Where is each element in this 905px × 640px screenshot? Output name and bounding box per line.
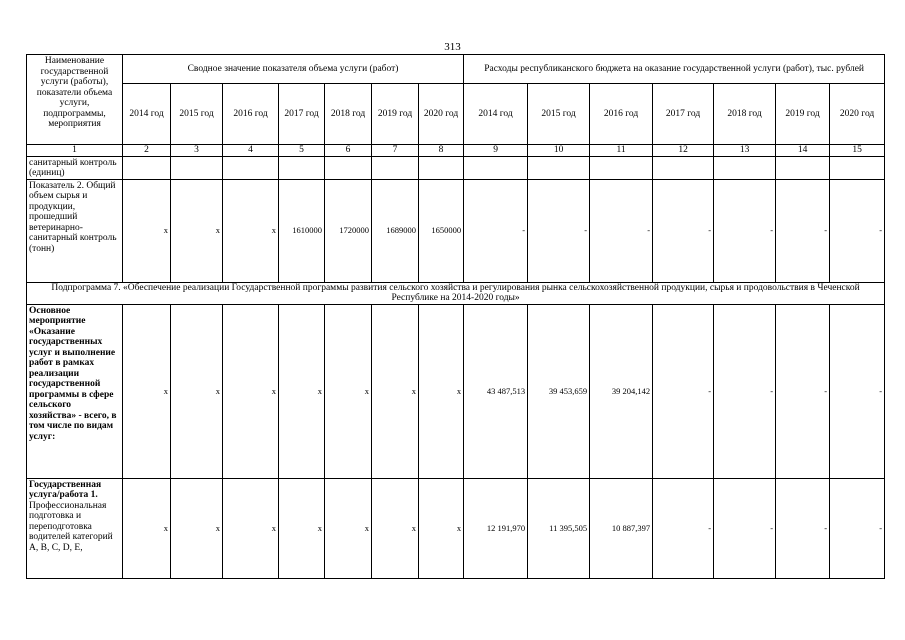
table-cell: - — [464, 179, 528, 282]
table-cell: х — [325, 478, 372, 578]
column-number: 1 — [27, 145, 123, 157]
table-cell: х — [279, 478, 325, 578]
table-cell: 11 395,505 — [528, 478, 590, 578]
table-cell: х — [223, 478, 279, 578]
table-cell — [830, 156, 885, 179]
table-cell: х — [419, 478, 464, 578]
table-cell: - — [714, 478, 776, 578]
header-budget-year: 2018 год — [714, 84, 776, 145]
table-cell — [419, 156, 464, 179]
table-cell: - — [830, 478, 885, 578]
header-volume-year: 2019 год — [372, 84, 419, 145]
table-cell: - — [776, 179, 830, 282]
row-name: санитарный контроль (единиц) — [27, 156, 123, 179]
table-cell: - — [714, 179, 776, 282]
table-cell — [279, 156, 325, 179]
row-name — [27, 478, 123, 578]
row-name: Показатель 2. Общий объем сырья и продукции, прошедший ветеринарно-санитарный контроль (тонн) — [27, 179, 123, 282]
header-volume-year: 2018 год — [325, 84, 372, 145]
row-name-bold: Государственная услуга/работа 1. — [29, 479, 102, 500]
table-cell: - — [653, 179, 714, 282]
header-budget-year: 2020 год — [830, 84, 885, 145]
table-cell: х — [123, 478, 171, 578]
subprogram-title: Подпрограмма 7. «Обеспечение реализации Государственной программы развития сельского хозяйства и регулирования рынка сельскохозяйственной продукции, сырья и продовольствия в Чеченской Республике на 2014-2020 годы» — [27, 282, 885, 304]
table-cell — [372, 156, 419, 179]
column-number: 14 — [776, 145, 830, 157]
header-budget-year: 2014 год — [464, 84, 528, 145]
column-number: 15 — [830, 145, 885, 157]
header-budget-group: Расходы республиканского бюджета на оказание государственной услуги (работ), тыс. рублей — [464, 55, 885, 84]
table-cell: 39 453,659 — [528, 304, 590, 478]
table-cell: 1720000 — [325, 179, 372, 282]
table-cell: х — [372, 478, 419, 578]
table-cell: - — [653, 478, 714, 578]
row-name-text: Профессиональная подготовка и переподготовка водителей категорий А, В, С, D, Е, — [29, 500, 113, 553]
table-cell: 1689000 — [372, 179, 419, 282]
table-cell — [325, 156, 372, 179]
table-cell — [590, 156, 653, 179]
table-cell — [776, 156, 830, 179]
table-row — [27, 179, 885, 282]
table-cell: х — [419, 304, 464, 478]
table-cell: х — [223, 179, 279, 282]
header-volume-year: 2020 год — [419, 84, 464, 145]
header-name-column: Наименование государственной услуги (работы), показатели объема услуги, подпрограммы, мероприятия — [27, 55, 123, 145]
table-cell: - — [776, 478, 830, 578]
subprogram-row — [27, 282, 885, 304]
table-cell: 1610000 — [279, 179, 325, 282]
table-cell: - — [653, 304, 714, 478]
table-cell: - — [776, 304, 830, 478]
services-table — [26, 54, 885, 579]
header-budget-year: 2019 год — [776, 84, 830, 145]
table-cell — [653, 156, 714, 179]
table-cell: х — [171, 478, 223, 578]
column-number: 7 — [372, 145, 419, 157]
column-number: 5 — [279, 145, 325, 157]
column-number: 9 — [464, 145, 528, 157]
header-volume-year: 2017 год — [279, 84, 325, 145]
column-number: 3 — [171, 145, 223, 157]
column-number: 12 — [653, 145, 714, 157]
table-cell: х — [171, 304, 223, 478]
column-number: 10 — [528, 145, 590, 157]
column-number: 2 — [123, 145, 171, 157]
table-cell: 10 887,397 — [590, 478, 653, 578]
table-cell: х — [123, 304, 171, 478]
header-volume-group: Сводное значение показателя объема услуги (работ) — [123, 55, 464, 84]
header-volume-year: 2014 год — [123, 84, 171, 145]
column-number: 6 — [325, 145, 372, 157]
table-cell — [171, 156, 223, 179]
table-cell: х — [325, 304, 372, 478]
table-cell: 43 487,513 — [464, 304, 528, 478]
row-name — [27, 304, 123, 478]
page-number: 313 — [444, 41, 461, 53]
table-cell: 12 191,970 — [464, 478, 528, 578]
header-volume-year: 2015 год — [171, 84, 223, 145]
table-cell — [528, 156, 590, 179]
table-row — [27, 304, 885, 478]
table-cell: х — [123, 179, 171, 282]
table-cell: - — [528, 179, 590, 282]
table-cell: 39 204,142 — [590, 304, 653, 478]
table-cell: - — [830, 304, 885, 478]
column-number: 13 — [714, 145, 776, 157]
table-cell: - — [714, 304, 776, 478]
header-budget-year: 2015 год — [528, 84, 590, 145]
table-cell: 1650000 — [419, 179, 464, 282]
row-name-bold: Основное мероприятие «Оказание государственных услуг и выполнение работ в рамках реализации государственной программы в сфере сельского хозяйства» - всего, в том числе по видам услуг: — [29, 305, 117, 442]
table-cell — [123, 156, 171, 179]
table-cell: х — [279, 304, 325, 478]
column-number: 4 — [223, 145, 279, 157]
table-cell: х — [171, 179, 223, 282]
table-cell: х — [372, 304, 419, 478]
column-number: 8 — [419, 145, 464, 157]
table-row — [27, 156, 885, 179]
table-cell: - — [590, 179, 653, 282]
table-cell: - — [830, 179, 885, 282]
table-cell — [223, 156, 279, 179]
column-number: 11 — [590, 145, 653, 157]
table-cell — [714, 156, 776, 179]
header-volume-year: 2016 год — [223, 84, 279, 145]
header-budget-year: 2017 год — [653, 84, 714, 145]
table-cell — [464, 156, 528, 179]
table-cell: х — [223, 304, 279, 478]
header-budget-year: 2016 год — [590, 84, 653, 145]
table-row — [27, 478, 885, 578]
